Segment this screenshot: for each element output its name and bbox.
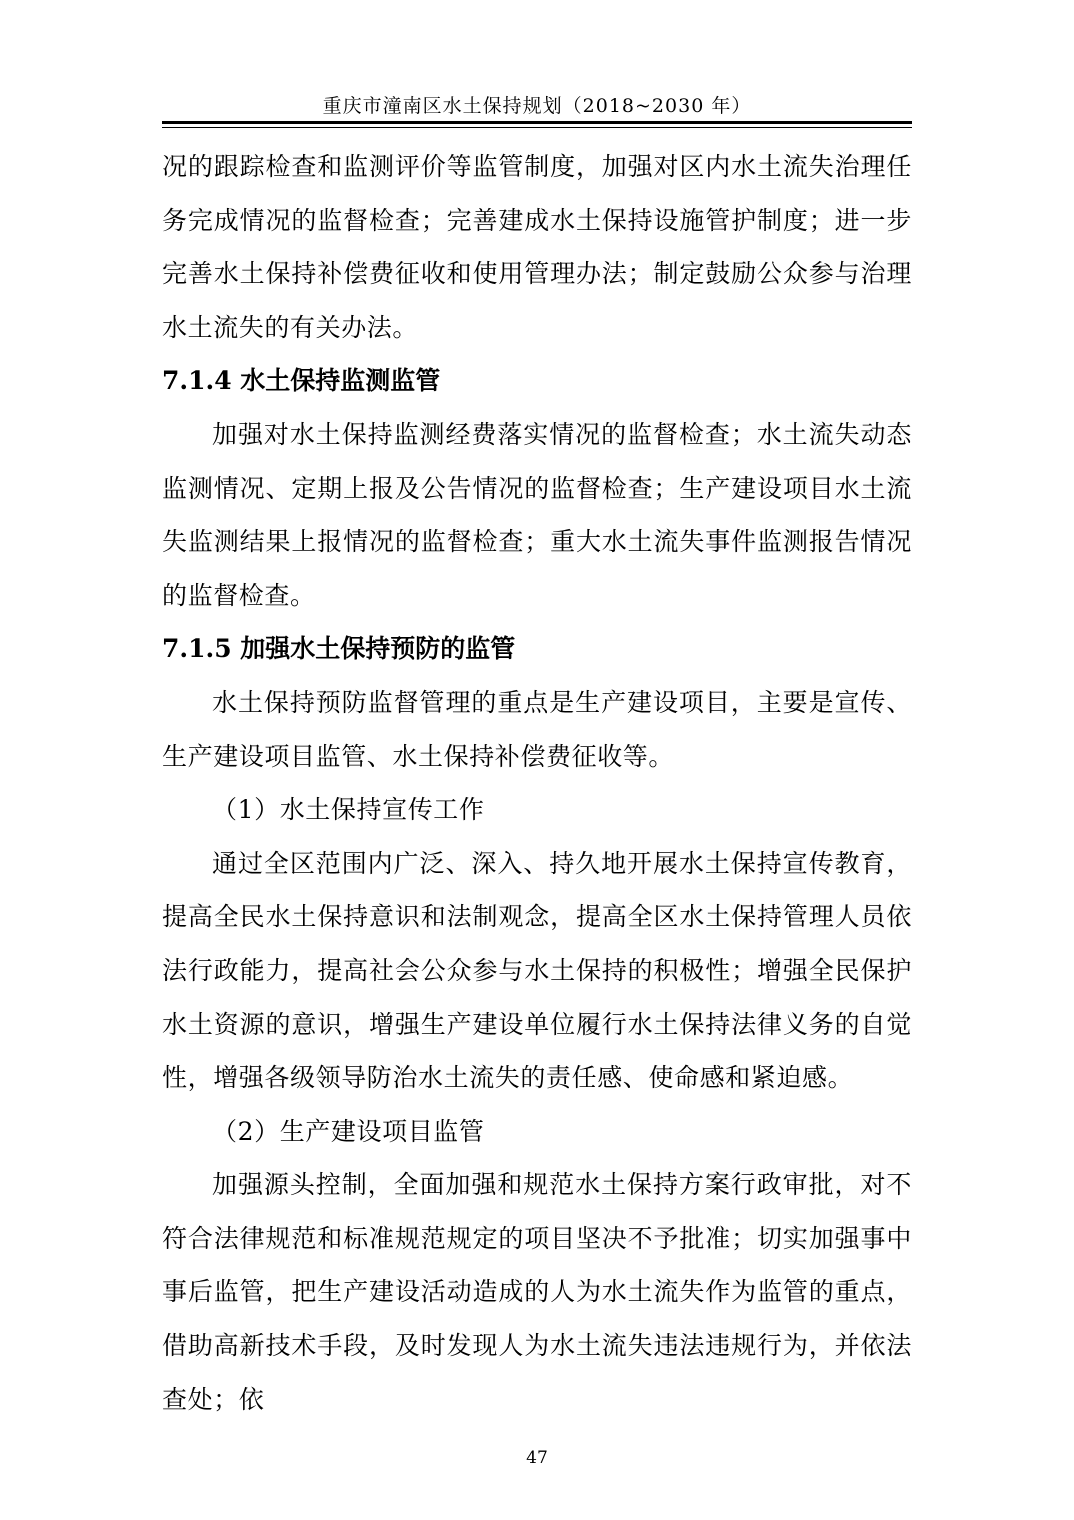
- page-number: 47: [526, 1448, 548, 1468]
- subheading-publicity: （1）水土保持宣传工作: [212, 795, 485, 825]
- body-text: [162, 140, 912, 1426]
- paragraph-project-supervision: 加强源头控制，全面加强和规范水土保持方案行政审批，对不符合法律规范和标准规范规定的项目坚决不予批准；切实加强事中事后监管，把生产建设活动造成的人为水土流失作为监管的重点，借助高新技术手段，及时发现人为水土流失违法违规行为，并依法查处；依: [162, 1170, 912, 1414]
- section-heading-7-1-4: 7.1.4 水土保持监测监管: [162, 366, 441, 396]
- header-rule-thin: [162, 127, 912, 128]
- paragraph-prevention: 水土保持预防监督管理的重点是生产建设项目，主要是宣传、生产建设项目监管、水土保持补偿费征收等。: [162, 687, 912, 771]
- paragraph-monitoring: 加强对水土保持监测经费落实情况的监督检查；水土流失动态监测情况、定期上报及公告情况的监督检查；生产建设项目水土流失监测结果上报情况的监督检查；重大水土流失事件监测报告情况的监督检查。: [162, 419, 912, 610]
- paragraph-publicity: 通过全区范围内广泛、深入、持久地开展水土保持宣传教育，提高全民水土保持意识和法制观念，提高全区水土保持管理人员依法行政能力，提高社会公众参与水土保持的积极性；增强全民保护水土资源的意识，增强生产建设单位履行水土保持法律义务的自觉性，增强各级领导防治水土流失的责任感、使命感和紧迫感。: [162, 848, 912, 1093]
- section-heading-7-1-5: 7.1.5 加强水土保持预防的监管: [162, 634, 516, 664]
- paragraph-continued: 况的跟踪检查和监测评价等监管制度，加强对区内水土流失治理任务完成情况的监督检查；完善建成水土保持设施管护制度；进一步完善水土保持补偿费征收和使用管理办法；制定鼓励公众参与治理水土流失的有关办法。: [162, 152, 912, 342]
- running-header: 重庆市潼南区水土保持规划（2018~2030 年）: [322, 95, 752, 117]
- subheading-project-supervision: （2）生产建设项目监管: [212, 1116, 485, 1146]
- header-rule-thick: [162, 121, 912, 124]
